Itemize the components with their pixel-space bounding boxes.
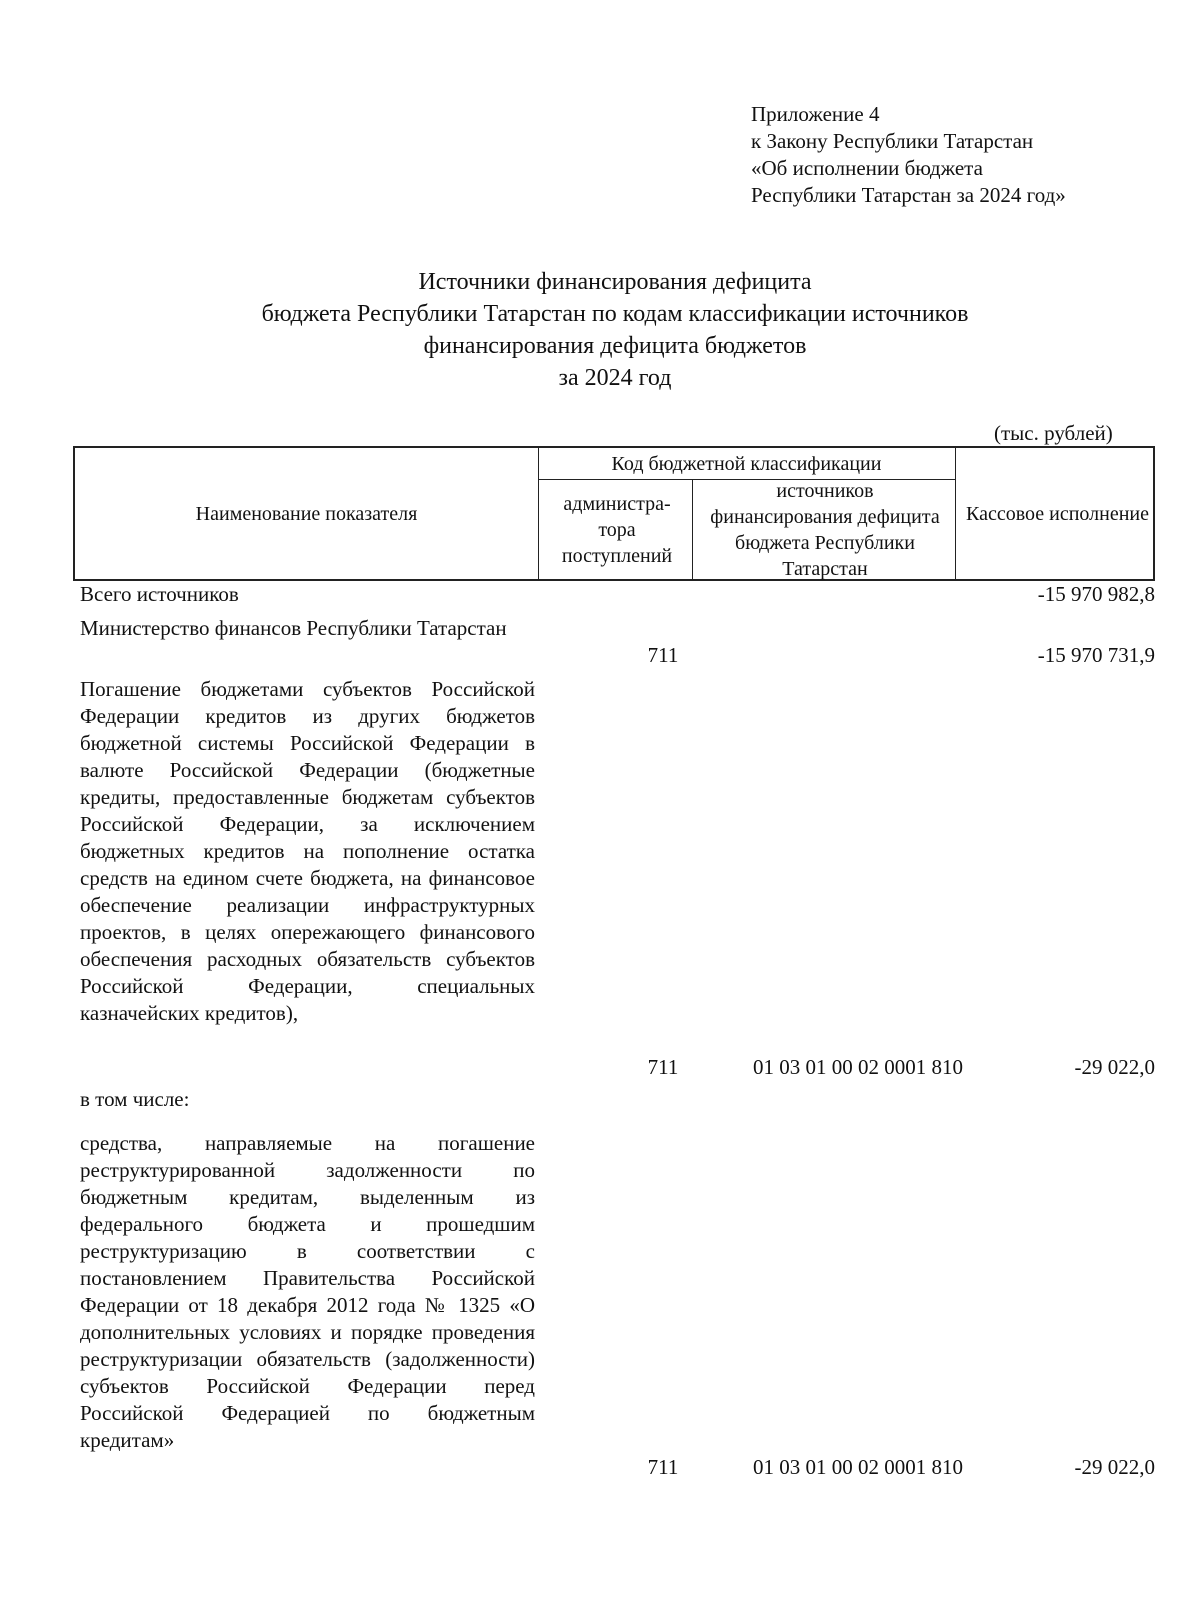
document-title xyxy=(0,266,1200,394)
row-amount: -15 970 731,9 xyxy=(1037,643,1155,667)
title-line: финансирования дефицита бюджетов xyxy=(423,333,807,359)
header-source-code: источников финансирования дефицита бюджета Республики Татарстан xyxy=(710,479,940,580)
row-name: в том числе: xyxy=(80,1087,190,1111)
row-name: Всего источников xyxy=(80,582,239,606)
header-amount: Кассовое исполнение xyxy=(966,502,1149,525)
row-amount: -29 022,0 xyxy=(1074,1055,1155,1079)
row-name: Министерство финансов Республики Татарстан xyxy=(80,616,507,640)
appendix-line: Приложение 4 xyxy=(751,102,880,126)
row-admin-code: 711 xyxy=(647,1055,679,1079)
title-line: бюджета Республики Татарстан по кодам классификации источников xyxy=(261,301,969,327)
header-divider xyxy=(692,479,693,579)
header-name: Наименование показателя xyxy=(195,502,418,525)
table-header xyxy=(73,446,1155,581)
table-row xyxy=(80,581,1155,608)
row-amount: -15 970 982,8 xyxy=(1037,582,1155,606)
title-line: за 2024 год xyxy=(558,365,672,391)
table-row xyxy=(80,1086,1155,1113)
table-row xyxy=(80,676,1155,1081)
header-admin: администра-тора поступлений xyxy=(561,492,673,567)
row-source-code: 01 03 01 00 02 0001 810 xyxy=(753,1455,963,1479)
appendix-reference xyxy=(751,101,1066,209)
appendix-line: к Закону Республики Татарстан xyxy=(751,129,1034,153)
appendix-line: «Об исполнении бюджета xyxy=(751,156,983,180)
row-source-code: 01 03 01 00 02 0001 810 xyxy=(753,1055,963,1079)
appendix-line: Республики Татарстан за 2024 год» xyxy=(751,183,1066,207)
table-row xyxy=(80,615,1155,669)
row-amount: -29 022,0 xyxy=(1074,1455,1155,1479)
row-name: средства, направляемые на погашение реструктурированной задолженности по бюджетным кредитам, выделенным из федерального бюджета и прошедшим реструктуризацию в соответствии с постановлением Правительства Российской Федерации от 18 декабря 2012 года № 1325 «О дополнительных условиях и порядке проведения реструктуризации обязательств (задолженности) субъектов Российской Федерации перед Российской Федерацией по бюджетным кредитам» xyxy=(80,1131,535,1452)
title-line: Источники финансирования дефицита xyxy=(418,269,812,295)
row-admin-code: 711 xyxy=(647,1455,679,1479)
row-admin-code: 711 xyxy=(647,643,679,667)
table-row xyxy=(80,1130,1155,1481)
row-name: Погашение бюджетами субъектов Российской Федерации кредитов из других бюджетов бюджетной системы Российской Федерации в валюте Российской Федерации (бюджетные кредиты, предоставленные бюджетам субъектов Российской Федерации, за исключением бюджетных кредитов на пополнение остатка средств на едином счете бюджета, на финансовое обеспечение реализации инфраструктурных проектов, в целях опережающего финансового обеспечения расходных обязательств субъектов Российской Федерации, специальных казначейских кредитов), xyxy=(80,677,535,1025)
units-note: (тыс. рублей) xyxy=(994,421,1113,445)
header-divider xyxy=(955,448,956,579)
header-code-group: Код бюджетной классификации xyxy=(611,452,882,475)
